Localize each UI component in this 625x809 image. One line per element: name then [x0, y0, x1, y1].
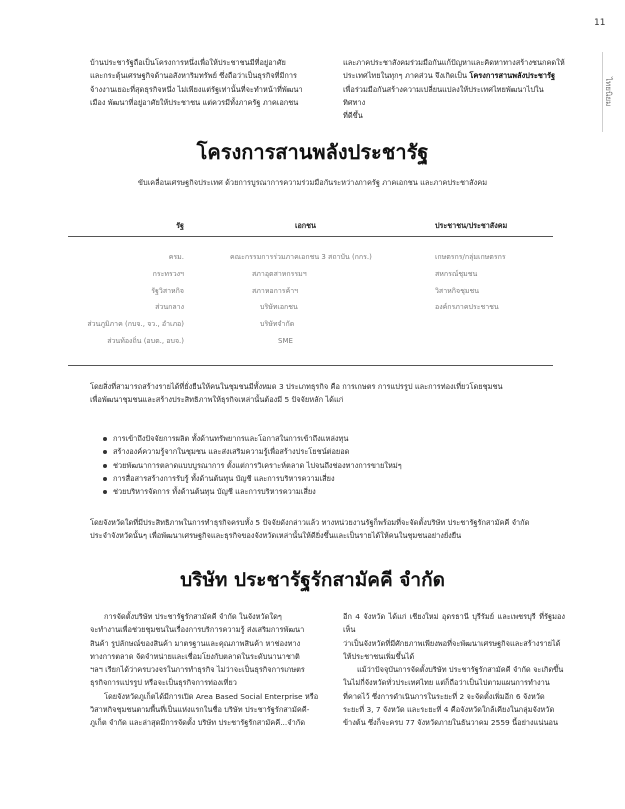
partners-header-row — [68, 216, 553, 237]
factor-item — [101, 445, 561, 458]
bullet-icon — [103, 450, 107, 454]
factor-text: ช่วยพัฒนาการตลาดแบบบูรณาการ ตั้งแต่การวิเคราะห์ตลาด ไปจนถึงช่องทางการขายใหม่ๆ — [113, 460, 402, 470]
intro-left-line: บ้านประชารัฐถือเป็นโครงการหนึ่งเพื่อให้ประชาชนมีที่อยู่อาศัย — [90, 58, 286, 67]
factor-item — [101, 432, 561, 445]
header-civil: ประชาชน/ประชาสังคม — [435, 220, 508, 230]
private-item: บริษัทจำกัด — [260, 320, 295, 329]
factor-text: การสื่อสารสร้างการรับรู้ ทั้งด้านต้นทุน บัญชี และการบริหารความเสี่ยง — [113, 473, 335, 483]
intro-left-line: จ้างงานเยอะที่สุดธุรกิจหนึ่ง ไม่เพียงแต่รัฐเท่านั้นที่จะทำหน้าที่พัฒนา — [90, 84, 303, 94]
body-lead-line: เพื่อพัฒนาชุมชนและสร้างประสิทธิภาพให้ธุรกิจเหล่านั้นต้องมี 5 ปัจจัยหลัก ได้แก่ — [90, 395, 344, 405]
side-tab: ไทยนิยม — [602, 52, 615, 132]
private-item: สภาอุตสาหกรรมฯ — [252, 269, 307, 278]
section2-right-line: อีก 4 จังหวัด ได้แก่ เชียงใหม่ อุดรธานี บุรีรัมย์ และเพชรบุรี ที่รัฐมองเห็น — [343, 612, 565, 635]
intro-left-line: เมือง พัฒนาที่อยู่อาศัยให้ประชาชน แต่ควรมีทั้งภาครัฐ ภาคเอกชน — [90, 97, 299, 107]
civil-item: วิสาหกิจชุมชน — [435, 286, 479, 295]
section1-header — [0, 140, 625, 164]
civil-item: องค์กรภาคประชาชน — [435, 303, 499, 312]
intro-highlight: โครงการสานพลังประชารัฐ — [469, 71, 556, 81]
section1-subtitle: ขับเคลื่อนเศรษฐกิจประเทศ ด้วยการบูรณาการความร่วมมือกันระหว่างภาครัฐ ภาคเอกชน และภาคประชาสังคม — [137, 178, 488, 187]
private-item: คณะกรรมการร่วมภาคเอกชน 3 สถาบัน (กกร.) — [230, 253, 372, 261]
factor-text: การเข้าถึงปัจจัยการผลิต ทั้งด้านทรัพยากรและโอกาสในการเข้าถึงแหล่งทุน — [113, 434, 349, 443]
intro-left-line: และกระตุ้นเศรษฐกิจด้านอสังหาริมทรัพย์ ซึ่งถือว่าเป็นธุรกิจที่มีการ — [90, 71, 298, 81]
section2-left-column — [90, 610, 330, 730]
government-column — [68, 249, 218, 350]
partners-body — [68, 237, 553, 350]
section2-left-line: สินค้า รูปลักษณ์ของสินค้า มาตรฐานและคุณภาพสินค้า หาช่องทาง — [90, 638, 301, 648]
government-item: กระทรวงฯ — [152, 269, 184, 278]
section2-left-line: วิสาหกิจชุมชนตามพื้นที่เป็นแห่งแรกในชื่อ บริษัท ประชารัฐรักสามัคคี- — [90, 705, 310, 715]
section2-right-line: ว่าเป็นจังหวัดที่มีศักยภาพเพียงพอที่จะพัฒนาเศรษฐกิจและสร้างรายได้ — [343, 638, 561, 648]
factor-list — [101, 432, 561, 498]
table-bottom-rule — [68, 365, 553, 366]
government-item: รัฐวิสาหกิจ — [151, 286, 184, 295]
section2-header — [0, 568, 625, 592]
section2-title: บริษัท ประชารัฐรักสามัคคี จำกัด — [180, 569, 445, 591]
body-lead — [90, 380, 560, 407]
header-government: รัฐ — [176, 220, 184, 230]
intro-right-line: เพื่อร่วมมือกันสร้างความเปลี่ยนแปลงให้ประเทศไทยพัฒนาไปในทิศทาง — [343, 84, 544, 107]
intro-left-paragraph — [90, 56, 330, 109]
section2-right-line: แม้ว่าปัจจุบันการจัดตั้งบริษัท ประชารัฐรักสามัคคี จำกัด จะเกิดขึ้น — [357, 665, 564, 675]
section2-left-line: ฯลฯ เรียกได้ว่าครบวงจรในการทำธุรกิจ ไม่ว่าจะเป็นธุรกิจการเกษตร — [90, 665, 305, 675]
section2-right-line: ข้างต้น ซึ่งก็จะครบ 77 จังหวัดภายในธันวาคม 2559 นี้อย่างแน่นอน — [343, 718, 559, 728]
private-item: SME — [278, 336, 293, 345]
intro-right-column — [343, 56, 565, 122]
section2-left-line: การจัดตั้งบริษัท ประชารัฐรักสามัคคี จำกัด ในจังหวัดใดๆ — [104, 612, 282, 621]
factor-item — [101, 459, 561, 472]
section2-right-paragraph — [343, 610, 565, 730]
government-item: ส่วนกลาง — [155, 303, 184, 312]
section2-left-line: โดยจังหวัดภูเก็ตได้มีการเปิด Area Based Social Enterprise หรือ — [104, 691, 319, 701]
factor-item — [101, 472, 561, 485]
private-item: สภาหอการค้าฯ — [252, 286, 299, 295]
body-lead-paragraph — [90, 380, 560, 407]
body-after-paragraph — [90, 516, 560, 543]
section2-left-line: จะทำงานเพื่อช่วยชุมชนในเรื่องการบริการความรู้ ส่งเสริมการพัฒนา — [90, 625, 305, 635]
civil-item: สหกรณ์ชุมชน — [435, 269, 478, 278]
header-private: เอกชน — [295, 220, 316, 230]
section2-left-paragraph — [90, 610, 330, 730]
section2-right-line: ระยะที่ 3, 7 จังหวัด และระยะที่ 4 คือจังหวัดใกล้เคียงในกลุ่มจังหวัด — [343, 705, 555, 715]
section2-left-line: ภูเก็ต จำกัด และล่าสุดมีการจัดตั้ง บริษัท ประชารัฐรักสามัคคี...จำกัด — [90, 718, 305, 728]
intro-right-line: ที่ดีขึ้น — [343, 111, 363, 121]
section2-right-column — [343, 610, 565, 730]
partners-table — [68, 216, 553, 350]
factor-text: ช่วยบริหารจัดการ ทั้งด้านต้นทุน บัญชี และการบริหารความเสี่ยง — [113, 487, 316, 497]
bullet-icon — [103, 490, 107, 494]
civil-column — [393, 249, 553, 350]
intro-left-column — [90, 56, 330, 109]
factor-item — [101, 485, 561, 498]
section2-right-line: ในไม่กี่จังหวัดทั่วประเทศไทย แต่ก็ถือว่าเป็นไปตามแผนการทำงาน — [343, 678, 550, 688]
government-item: ส่วนภูมิภาค (กบจ., จว., อำเภอ) — [87, 320, 184, 329]
body-after — [90, 516, 560, 543]
section2-right-line: ให้ประชาชนเพิ่มขึ้นได้ — [343, 651, 415, 661]
body-after-line: ประจำจังหวัดนั้นๆ เพื่อพัฒนาเศรษฐกิจและธุรกิจของจังหวัดเหล่านั้นให้ดียิ่งขึ้นและเป็นรายได้ให้คนในชุมชนอย่างยั่งยืน — [90, 531, 462, 541]
section2-left-line: ทางการตลาด จัดจำหน่ายและเชื่อมโยงกับตลาดในระดับนานาชาติ — [90, 651, 300, 661]
government-item: ส่วนท้องถิ่น (อบต., อบจ.) — [107, 336, 184, 345]
bullet-icon — [103, 477, 107, 481]
section1-title: โครงการสานพลังประชารัฐ — [196, 140, 429, 164]
intro-right-line: ประเทศไทยในทุกๆ ภาคส่วน จึงเกิดเป็น — [343, 71, 468, 81]
section2-right-line: ที่คาดไว้ ซึ่งการดำเนินการในระยะที่ 2 จะจัดตั้งเพิ่มอีก 6 จังหวัด — [343, 691, 545, 701]
page-number: 11 — [594, 18, 606, 28]
intro-right-line: และภาคประชาสังคมร่วมมือกันแก้ปัญหาและคิดหาทางสร้างชนกคดให้ — [343, 58, 565, 67]
civil-item: เกษตรกร/กลุ่มเกษตรกร — [435, 253, 506, 261]
intro-right-paragraph — [343, 56, 565, 122]
private-item: บริษัทเอกชน — [260, 303, 298, 312]
body-after-line: โดยจังหวัดใดที่มีประสิทธิภาพในการทำธุรกิจครบทั้ง 5 ปัจจัยดังกล่าวแล้ว ทางหน่วยงานรัฐก็พร้อมที่จะจัดตั้งบริษัท ประชารัฐรักสามัคคี จำกัด — [90, 518, 530, 527]
government-item: ครม. — [168, 253, 184, 261]
body-lead-line: โดยสิ่งที่สามารถสร้างรายได้ที่ยั่งยืนให้คนในชุมชนมีทั้งหมด 3 ประเภทธุรกิจ คือ การเกษตร การแปรรูป และการท่องเที่ยวโดยชุมชน — [90, 382, 503, 391]
factor-text: สร้างองค์ความรู้จากในชุมชน และส่งเสริมความรู้เพื่อสร้างประโยชน์ต่อยอด — [113, 447, 350, 457]
bullet-icon — [103, 464, 107, 468]
section2-left-line: ธุรกิจการแปรรูป หรือจะเป็นธุรกิจการท่องเที่ยว — [90, 678, 237, 688]
bullet-icon — [103, 437, 107, 441]
private-column — [218, 249, 393, 350]
